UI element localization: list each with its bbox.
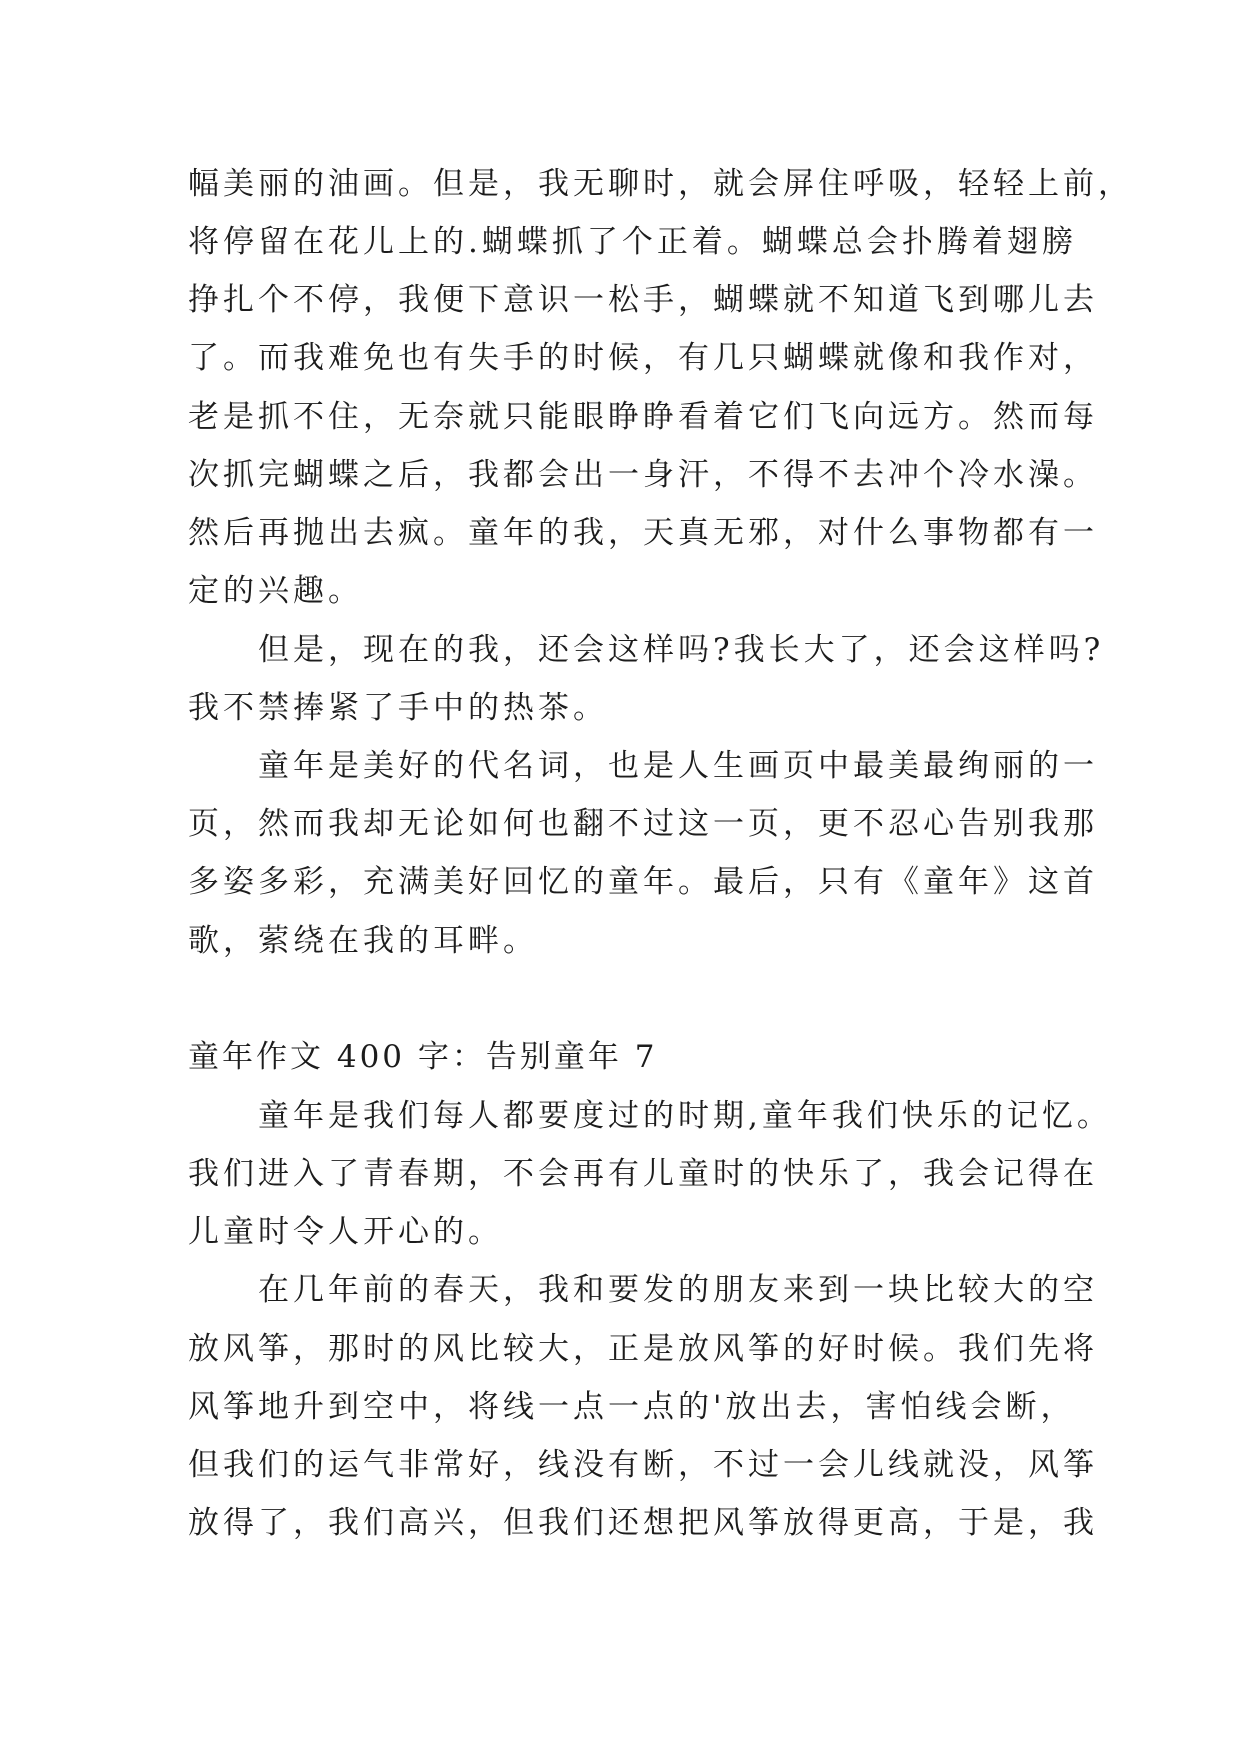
text-line: 老是抓不住，无奈就只能眼睁睁看着它们飞向远方。然而每 (188, 399, 1098, 435)
text-line: 次抓完蝴蝶之后，我都会出一身汗，不得不去冲个冷水澡。 (188, 457, 1098, 493)
text-line: 歌，萦绕在我的耳畔。 (188, 923, 538, 959)
text-line: 在几年前的春天，我和要发的朋友来到一块比较大的空 (188, 1272, 1098, 1308)
text-line: 我不禁捧紧了手中的热茶。 (188, 690, 608, 726)
text-line: 我们进入了青春期，不会再有儿童时的快乐了，我会记得在 (188, 1156, 1098, 1192)
text-line: 将停留在花儿上的.蝴蝶抓了个正着。蝴蝶总会扑腾着翅膀 (188, 224, 1077, 260)
text-line: 童年是美好的代名词，也是人生画页中最美最绚丽的一 (188, 748, 1098, 784)
text-line: 然后再抛出去疯。童年的我，天真无邪，对什么事物都有一 (188, 515, 1098, 551)
text-line: 幅美丽的油画。但是，我无聊时，就会屏住呼吸，轻轻上前， (188, 166, 1133, 202)
text-line: 童年是我们每人都要度过的时期,童年我们快乐的记忆。 (188, 1098, 1112, 1134)
text-line: 放得了，我们高兴，但我们还想把风筝放得更高，于是，我 (188, 1505, 1098, 1541)
text-line: 但是，现在的我，还会这样吗?我长大了，还会这样吗? (188, 632, 1105, 668)
text-line: 挣扎个不停，我便下意识一松手，蝴蝶就不知道飞到哪儿去 (188, 282, 1098, 318)
text-line: 但我们的运气非常好，线没有断，不过一会儿线就没，风筝 (188, 1447, 1098, 1483)
text-line: 多姿多彩，充满美好回忆的童年。最后，只有《童年》这首 (188, 864, 1098, 900)
text-line: 了。而我难免也有失手的时候，有几只蝴蝶就像和我作对， (188, 340, 1098, 376)
text-line: 定的兴趣。 (188, 573, 363, 609)
text-line: 页，然而我却无论如何也翻不过这一页，更不忍心告别我那 (188, 806, 1098, 842)
section-heading: 童年作文 400 字：告别童年 7 (188, 1039, 658, 1075)
text-line: 放风筝，那时的风比较大，正是放风筝的好时候。我们先将 (188, 1331, 1098, 1367)
text-line: 风筝地升到空中，将线一点一点的'放出去，害怕线会断， (188, 1389, 1076, 1425)
text-line: 儿童时令人开心的。 (188, 1214, 503, 1250)
